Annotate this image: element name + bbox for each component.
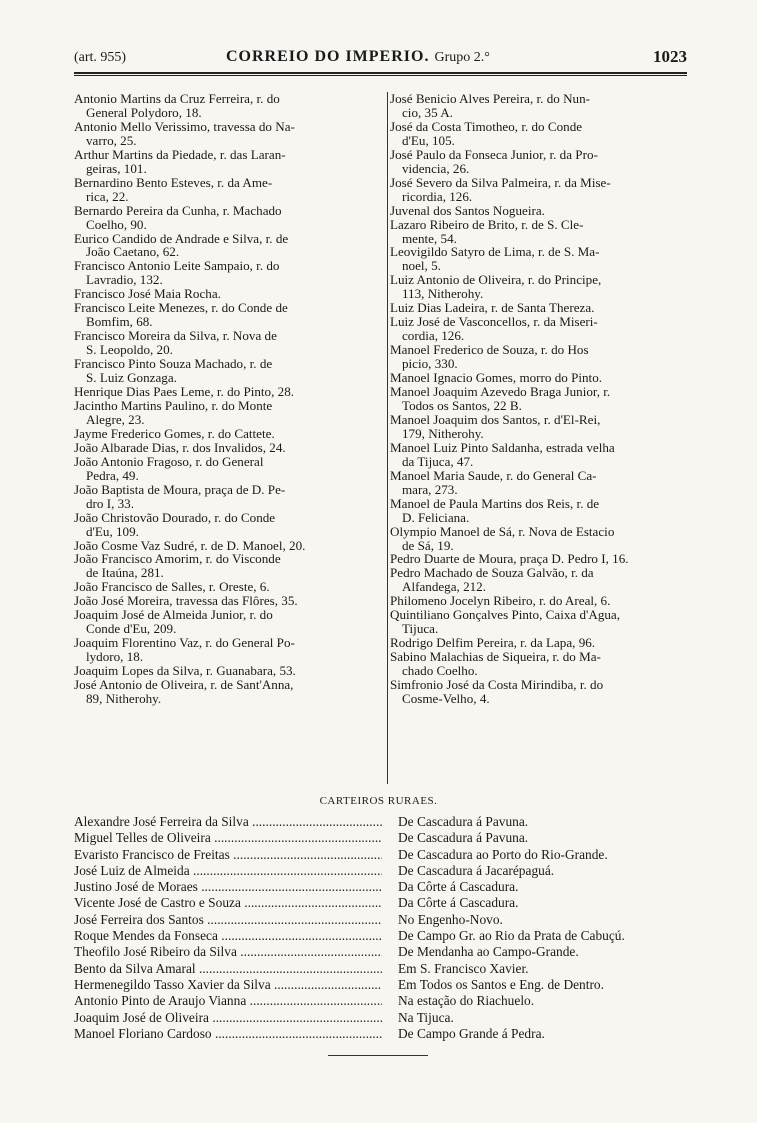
entry-name-line: Manoel Joaquim Azevedo Braga Junior, r. [390,384,611,400]
group-label: Grupo 2.° [434,50,490,65]
entry-address-line: 89, Nitherohy. [86,690,162,706]
entry-name-line: Manoel de Paula Martins dos Reis, r. de [390,495,600,511]
carteiro-row [74,879,714,895]
entry-address-line: chado Coelho. [402,663,478,679]
entry-address-line: Lavradio, 132. [86,272,163,288]
carteiro-route: De Cascadura ao Porto do Rio-Grande. [398,846,608,862]
entry-name-line: Joaquim Lopes da Silva, r. Guanabara, 53. [74,663,296,679]
carteiro-name: José Ferreira dos Santos ..... [74,912,382,928]
entry-name-line: Arthur Martins da Piedade, r. das Laran- [74,146,286,162]
entry-address-line: Todos os Santos, 22 B. [402,397,522,413]
entry-address-line: de Itaúna, 281. [86,565,164,581]
carteiro-route: Na estação do Riachuelo. [398,993,535,1009]
directory-entry [390,636,690,650]
column-divider [387,92,388,784]
directory-entry [390,218,690,246]
publication-title [226,48,490,66]
entry-name-line: José da Costa Timotheo, r. do Conde [390,118,583,134]
entry-name-line: José Benicio Alves Pereira, r. do Nun- [390,91,591,106]
entry-name-line: Francisco Leite Menezes, r. do Conde de [74,300,288,316]
entry-address-line: lydoro, 18. [86,649,144,665]
entry-address-line: cio, 35 A. [402,104,453,120]
article-reference: (art. 955) [74,50,127,65]
directory-entry [390,678,690,706]
entry-name-line: José Severo da Silva Palmeira, r. da Mise- [390,174,611,190]
entry-address-line: Alegre, 23. [86,411,145,427]
entry-name-line: Joaquim Florentino Vaz, r. do General Po- [74,635,295,651]
entry-name-line: João Albarade Dias, r. dos Invalidos, 24. [74,439,286,455]
directory-entry [74,148,386,176]
entry-name-line: Antonio Martins da Cruz Ferreira, r. do [74,91,280,106]
directory-entry [390,273,690,301]
carteiro-name: Bento da Silva Amaral ..... [74,961,382,977]
entry-address-line: d'Eu, 105. [402,132,455,148]
carteiro-name: Evaristo Francisco de Freitas ..... [74,847,382,863]
entry-name-line: Manoel Frederico de Souza, r. do Hos [390,342,589,358]
entry-address-line: S. Luiz Gonzaga. [86,370,177,386]
header-rule-thin [74,75,687,76]
entry-name-line: João Baptista de Moura, praça de D. Pe- [74,481,286,497]
directory-entry [390,120,690,148]
entry-address-line: Pedra, 49. [86,467,139,483]
entry-name-line: Jacintho Martins Paulino, r. do Monte [74,397,273,413]
entry-address-line: D. Feliciana. [402,509,470,525]
directory-entry [74,511,386,539]
carteiro-row [74,961,714,977]
directory-entry [390,441,690,469]
carteiro-route: Em S. Francisco Xavier. [398,960,529,976]
entry-address-line: Alfandega, 212. [402,579,486,595]
carteiro-row [74,912,714,928]
entry-address-line: picio, 330. [402,356,458,372]
carteiro-name: Vicente José de Castro e Souza ..... [74,895,382,911]
directory-entry [390,204,690,218]
carteiro-row [74,895,714,911]
page-number: 1023 [653,47,687,66]
carteiro-row [74,944,714,960]
entry-address-line: S. Leopoldo, 20. [86,342,173,358]
entry-name-line: Manoel Maria Saude, r. do General Ca- [390,467,597,483]
carteiro-route: De Campo Grande á Pedra. [398,1025,545,1041]
carteiro-route: No Engenho-Novo. [398,911,503,927]
directory-entry [390,301,690,315]
carteiro-name: José Luiz de Almeida ..... [74,863,382,879]
carteiro-route: De Cascadura á Pavuna. [398,830,529,846]
entry-name-line: Juvenal dos Santos Nogueira. [390,202,545,218]
directory-entry [74,608,386,636]
carteiro-name: Theofilo José Ribeiro da Silva ..... [74,944,382,960]
page-header [74,46,687,72]
entry-name-line: Luiz Antonio de Oliveira, r. do Principe, [390,272,602,288]
entry-name-line: João Francisco Amorim, r. do Visconde [74,551,281,567]
directory-entry [390,245,690,273]
publication-title-text: CORREIO DO IMPERIO. [226,48,430,65]
entry-name-line: Leovigildo Satyro de Lima, r. de S. Ma- [390,244,600,260]
directory-entry [74,301,386,329]
entry-name-line: Olympio Manoel de Sá, r. Nova de Estacio [390,523,615,539]
directory-entry [390,385,690,413]
carteiro-route: De Mendanha ao Campo-Grande. [398,944,579,960]
entry-name-line: Sabino Malachias de Siqueira, r. do Ma- [390,649,601,665]
directory-entry [74,120,386,148]
directory-entry [390,469,690,497]
directory-entry [74,329,386,357]
carteiro-name: Alexandre José Ferreira da Silva ..... [74,814,382,830]
directory-entry [390,608,690,636]
entry-address-line: 179, Nitherohy. [402,425,484,441]
entry-name-line: Luiz Dias Ladeira, r. de Santa Thereza. [390,300,595,316]
directory-entry [74,427,386,441]
entry-address-line: noel, 5. [402,258,441,274]
entry-address-line: d'Eu, 109. [86,523,139,539]
directory-entry [74,580,386,594]
entry-name-line: Bernardo Pereira da Cunha, r. Machado [74,202,282,218]
entry-address-line: mente, 54. [402,230,457,246]
directory-entry [390,650,690,678]
directory-entry [390,552,690,566]
right-column [390,92,690,706]
entry-address-line: Conde d'Eu, 209. [86,621,177,637]
entry-address-line: Bomfim, 68. [86,314,153,330]
entry-address-line: João Caetano, 62. [86,244,180,260]
carteiro-row [74,977,714,993]
carteiro-route: Em Todos os Santos e Eng. de Dentro. [398,976,604,992]
entry-address-line: Tijuca. [402,621,439,637]
entry-name-line: José Antonio de Oliveira, r. de Sant'Anna, [74,677,294,693]
entry-name-line: Manoel Luiz Pinto Saldanha, estrada velha [390,439,615,455]
entry-name-line: Joaquim José de Almeida Junior, r. do [74,607,273,623]
directory-entry [390,148,690,176]
entry-address-line: videncia, 26. [402,160,470,176]
entry-name-line: João Francisco de Salles, r. Oreste, 6. [74,579,270,595]
entry-name-line: Quintiliano Gonçalves Pinto, Caixa d'Agua, [390,607,621,623]
entry-name-line: Henrique Dias Paes Leme, r. do Pinto, 28. [74,384,295,400]
entry-name-line: Francisco Moreira da Silva, r. Nova de [74,328,277,344]
entry-address-line: dro I, 33. [86,495,135,511]
entry-address-line: de Sá, 19. [402,537,454,553]
directory-entry [74,636,386,664]
entry-name-line: Rodrigo Delfim Pereira, r. da Lapa, 96. [390,635,596,651]
entry-address-line: ricordia, 126. [402,188,473,204]
directory-entry [390,594,690,608]
entry-name-line: Simfronio José da Costa Mirindiba, r. do [390,677,604,693]
directory-entry [74,483,386,511]
entry-name-line: Lazaro Ribeiro de Brito, r. de S. Cle- [390,216,584,232]
entry-address-line: da Tijuca, 47. [402,453,474,469]
directory-entry [74,259,386,287]
directory-entry [74,552,386,580]
carteiro-row [74,1010,714,1026]
carteiro-name: Antonio Pinto de Araujo Vianna ..... [74,993,382,1009]
carteiro-row [74,928,714,944]
directory-entry [390,315,690,343]
entry-name-line: José Paulo da Fonseca Junior, r. da Pro- [390,146,598,162]
entry-address-line: Coelho, 90. [86,216,147,232]
entry-address-line: 113, Nitherohy. [402,286,484,302]
entry-name-line: Francisco Pinto Souza Machado, r. de [74,356,273,372]
carteiro-route: Da Côrte á Cascadura. [398,879,519,895]
entry-name-line: Manoel Joaquim dos Santos, r. d'El-Rei, [390,411,601,427]
left-column [74,92,386,706]
directory-entry [74,678,386,706]
directory-entry [74,441,386,455]
directory-entry [74,385,386,399]
entry-name-line: João José Moreira, travessa das Flôres, 35. [74,593,298,609]
directory-entry [390,566,690,594]
directory-entry [74,664,386,678]
carteiro-name: Roque Mendes da Fonseca ..... [74,928,382,944]
header-rule [74,72,687,74]
directory-entry [74,455,386,483]
directory-entry [74,539,386,553]
directory-entry [74,204,386,232]
carteiro-name: Justino José de Moraes ..... [74,879,382,895]
entry-address-line: varro, 25. [86,132,137,148]
directory-entry [74,92,386,120]
entry-address-line: geiras, 101. [86,160,147,176]
carteiro-name: Manoel Floriano Cardoso ..... [74,1026,382,1042]
entry-name-line: Antonio Mello Verissimo, travessa do Na- [74,118,295,134]
entry-name-line: Bernardino Bento Esteves, r. da Ame- [74,174,273,190]
carteiro-row [74,1026,714,1042]
entry-name-line: Pedro Duarte de Moura, praça D. Pedro I, 16. [390,551,629,567]
entry-name-line: Eurico Candido de Andrade e Silva, r. de [74,230,289,246]
directory-entry [74,232,386,260]
carteiro-route: Da Côrte á Cascadura. [398,895,519,911]
entry-address-line: General Polydoro, 18. [86,104,202,120]
carteiro-row [74,830,714,846]
directory-entry [390,497,690,525]
carteiro-row [74,993,714,1009]
directory-entry [390,525,690,553]
directory-entry [74,176,386,204]
entry-name-line: Jayme Frederico Gomes, r. do Cattete. [74,425,275,441]
carteiro-route: De Cascadura á Pavuna. [398,814,529,829]
carteiro-row [74,847,714,863]
carteiro-name: Joaquim José de Oliveira ..... [74,1010,382,1026]
entry-address-line: mara, 273. [402,481,458,497]
entry-address-line: cordia, 126. [402,328,465,344]
directory-entry [74,594,386,608]
entry-name-line: Luiz José de Vasconcellos, r. da Miseri- [390,314,598,330]
directory-entry [390,92,690,120]
entry-name-line: Francisco Antonio Leite Sampaio, r. do [74,258,280,274]
entry-name-line: João Antonio Fragoso, r. do General [74,453,264,469]
bottom-rule [328,1055,428,1056]
entry-name-line: João Christovão Dourado, r. do Conde [74,509,276,525]
directory-entry [390,176,690,204]
carteiro-row [74,863,714,879]
carteiro-route: De Cascadura á Jacarépaguá. [398,862,555,878]
carteiro-row [74,814,714,830]
carteiro-name: Miguel Telles de Oliveira ..... [74,830,382,846]
carteiro-name: Hermenegildo Tasso Xavier da Silva ..... [74,977,382,993]
entry-address-line: Cosme-Velho, 4. [402,690,490,706]
directory-entry [390,413,690,441]
entry-name-line: João Cosme Vaz Sudré, r. de D. Manoel, 20. [74,537,306,553]
directory-entry [74,357,386,385]
entry-name-line: Manoel Ignacio Gomes, morro do Pinto. [390,370,603,386]
entry-address-line: rica, 22. [86,188,129,204]
section-title: CARTEIROS RURAES. [319,795,438,807]
carteiro-route: De Campo Gr. ao Rio da Prata de Cabuçú. [398,928,625,944]
carteiro-route: Na Tijuca. [398,1009,454,1025]
entry-name-line: Pedro Machado de Souza Galvão, r. da [390,565,594,581]
entry-name-line: Philomeno Jocelyn Ribeiro, r. do Areal, 6. [390,593,611,609]
carteiros-list [74,814,714,1042]
directory-entry [74,399,386,427]
directory-entry [74,287,386,301]
directory-entry [390,371,690,385]
entry-name-line: Francisco José Maia Rocha. [74,286,221,302]
directory-entry [390,343,690,371]
